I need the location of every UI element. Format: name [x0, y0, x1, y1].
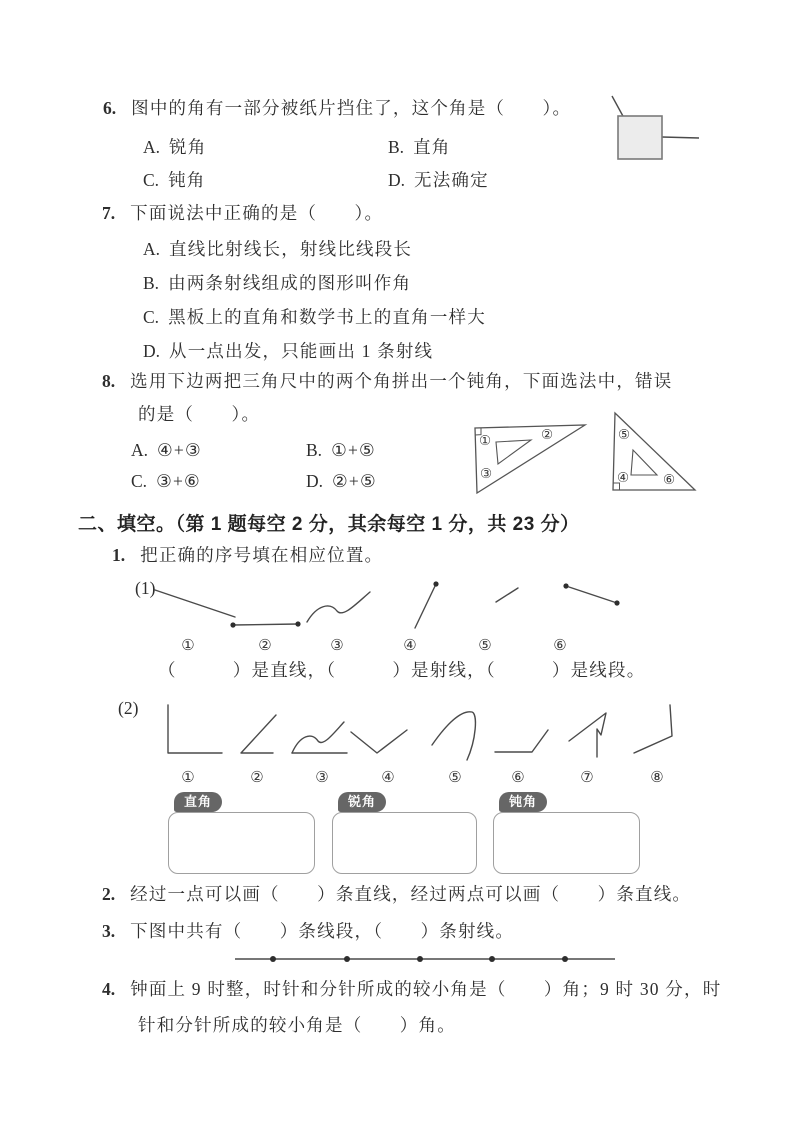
question-text: 图中的角有一部分被纸片挡住了，这个角是（ ）。 [131, 98, 572, 118]
angle-label-3: ③ [479, 466, 493, 481]
item-label-7: ⑦ [580, 770, 594, 786]
figure-obtuse-angle-6 [495, 730, 548, 752]
q7-option-d [143, 341, 433, 362]
figure-right-angle-1 [168, 705, 222, 753]
option-text: 从一点出发，只能画出 1 条射线 [169, 341, 434, 361]
ruler-1 [475, 425, 585, 493]
item-label-8: ⑧ [650, 770, 664, 786]
item-label-1: ① [181, 770, 195, 786]
q8-option-b [306, 440, 376, 461]
right-angle-badge: 直角 [174, 792, 222, 812]
option-text: ①+⑤ [331, 440, 376, 460]
option-label: C. [131, 471, 148, 491]
fill-q4-text-line2 [138, 1015, 456, 1037]
angle-label-6: ⑥ [662, 472, 676, 487]
question-text: 下面说法中正确的是（ ）。 [130, 203, 384, 223]
option-text: ②+⑤ [332, 471, 377, 491]
option-text: 直线比射线长，射线比线段长 [169, 239, 413, 259]
q8-option-a [131, 440, 202, 461]
item-label-5: ⑤ [478, 638, 492, 654]
option-text: 无法确定 [414, 170, 489, 190]
question-text: 的是（ ）。 [138, 404, 261, 424]
figure-acute-angle-2 [241, 715, 276, 753]
option-label: D. [306, 471, 324, 491]
figure-line-5 [496, 588, 518, 602]
q7-option-b [143, 273, 411, 294]
option-text: 黑板上的直角和数学书上的直角一样大 [168, 307, 486, 327]
angle-types-figure [140, 695, 685, 790]
question-text: 针和分针所成的较小角是（ ）角。 [138, 1015, 456, 1035]
option-text: 钝角 [168, 170, 206, 190]
option-text: 锐角 [169, 137, 207, 157]
option-label: A. [143, 239, 161, 259]
fill-q2-text [102, 884, 691, 906]
right-angle-answer-box [168, 812, 315, 874]
angle-label-4: ④ [616, 470, 630, 485]
item-label-3: ③ [315, 770, 329, 786]
item-label-5: ⑤ [448, 770, 462, 786]
points-on-line-figure [230, 948, 620, 970]
obtuse-angle-badge: 钝角 [499, 792, 547, 812]
option-label: A. [131, 440, 149, 460]
option-label: B. [388, 137, 405, 157]
q6-option-d [388, 170, 489, 191]
question-text: 经过一点可以画（ ）条直线，经过两点可以画（ ）条直线。 [130, 884, 692, 904]
question-8-text-line2 [138, 404, 260, 426]
question-number: 8. [102, 371, 116, 391]
line-types-figure [130, 575, 660, 660]
obtuse-angle-answer-box [493, 812, 640, 874]
q8-option-d [306, 471, 377, 492]
item-label-2: ② [250, 770, 264, 786]
part1-blanks: （ ）是直线，（ ）是射线，（ ）是线段。 [158, 660, 646, 680]
question-number: 6. [103, 98, 117, 118]
question-7-text [102, 203, 383, 225]
item-label-2: ② [258, 638, 272, 654]
angle-label-5: ⑤ [617, 427, 631, 442]
figure-ray-4 [415, 584, 436, 628]
q8-option-c [131, 471, 201, 492]
q6-option-c [143, 170, 205, 191]
question-number: 7. [102, 203, 116, 223]
figure-segment-6 [566, 586, 617, 603]
angle-label-1: ① [478, 433, 492, 448]
option-label: C. [143, 307, 160, 327]
item-label-3: ③ [330, 638, 344, 654]
figure-segment-2 [233, 624, 298, 625]
option-label: A. [143, 137, 161, 157]
fill-q4-text-line1 [102, 979, 721, 1001]
option-label: C. [143, 170, 160, 190]
option-text: ③+⑥ [156, 471, 201, 491]
question-text: 选用下边两把三角尺中的两个角拼出一个钝角，下面选法中，错误 [130, 371, 673, 391]
question-6-text [103, 98, 571, 120]
fill-q3-text [102, 921, 514, 943]
part1-label: (1) [135, 578, 156, 598]
part2-label: (2) [118, 698, 139, 718]
figure-line-1 [155, 590, 235, 617]
question-text: 下图中共有（ ）条线段，（ ）条射线。 [130, 921, 515, 941]
paper-square [618, 116, 662, 159]
question-number: 4. [102, 979, 116, 999]
question-number: 2. [102, 884, 116, 904]
item-label-6: ⑥ [511, 770, 525, 786]
figure-curved-5 [432, 712, 475, 760]
item-label-1: ① [181, 638, 195, 654]
section-2-heading: 二、填空。（第 1 题每空 2 分，其余每空 1 分，共 23 分） [78, 514, 580, 535]
option-label: D. [388, 170, 406, 190]
q7-option-a [143, 239, 412, 260]
covered-angle-figure [598, 86, 713, 168]
item-label-4: ④ [381, 770, 395, 786]
figure-arrow-7 [569, 713, 606, 757]
question-text: 把正确的序号填在相应位置。 [140, 545, 384, 565]
question-8-text-line1 [102, 371, 672, 393]
q6-option-a [143, 137, 206, 158]
option-text: 由两条射线组成的图形叫作角 [168, 273, 412, 293]
angle-label-2: ② [540, 427, 554, 442]
figure-wavy-3-curve [292, 722, 344, 753]
figure-v-angle-4 [351, 730, 407, 753]
fill-q1-text [112, 545, 383, 567]
acute-angle-badge: 锐角 [338, 792, 386, 812]
option-label: B. [143, 273, 160, 293]
option-label: D. [143, 341, 161, 361]
item-label-4: ④ [403, 638, 417, 654]
item-label-6: ⑥ [553, 638, 567, 654]
option-text: 直角 [413, 137, 451, 157]
figure-curve-3 [307, 592, 370, 622]
option-label: B. [306, 440, 323, 460]
question-number: 3. [102, 921, 116, 941]
question-number: 1. [112, 545, 126, 565]
question-text: 钟面上 9 时整，时针和分针所成的较小角是（ ）角；9 时 30 分，时 [130, 979, 722, 999]
q7-option-c [143, 307, 486, 328]
acute-angle-answer-box [332, 812, 477, 874]
figure-obtuse-angle-8 [634, 705, 672, 753]
set-square-rulers-figure [465, 408, 705, 503]
q6-option-b [388, 137, 450, 158]
option-text: ④+③ [157, 440, 202, 460]
